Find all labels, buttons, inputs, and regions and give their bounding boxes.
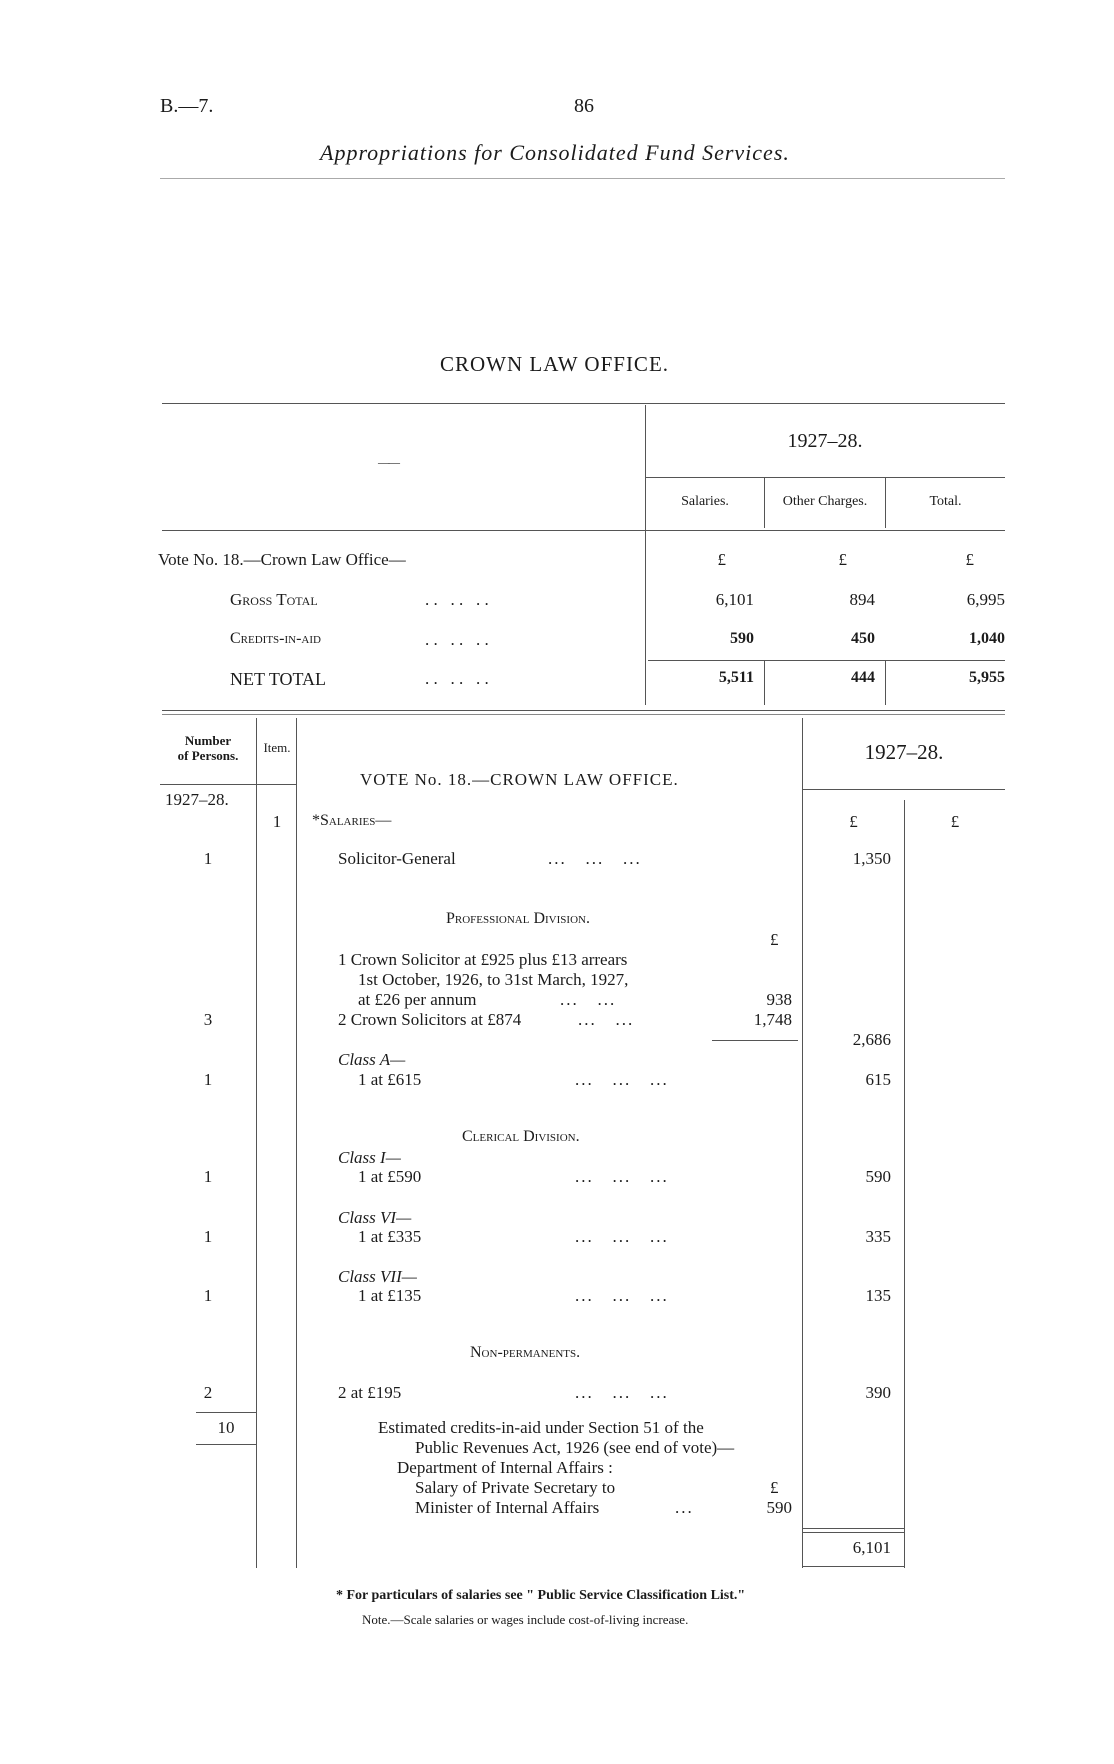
summary-bottom-rule xyxy=(162,710,1005,711)
summary-bottom-rule-2 xyxy=(162,714,1005,715)
footnote-note: Note.—Scale salaries or wages include cost-of-living increase. xyxy=(362,1612,689,1627)
grand-total: 6,101 xyxy=(852,1538,891,1557)
professional-currency: £ xyxy=(770,930,779,949)
grand-total-bottom-rule xyxy=(803,1566,904,1567)
persons-total: 10 xyxy=(217,1418,235,1437)
class-vii-persons: 1 xyxy=(203,1286,213,1305)
persons-header-rule xyxy=(160,784,296,785)
summary-top-rule xyxy=(162,403,1005,404)
crown-solicitors-persons: 3 xyxy=(203,1010,213,1029)
page-title: Appropriations for Consolidated Fund Services. xyxy=(320,140,790,165)
credits-line1: Estimated credits-in-aid under Section 51 of the xyxy=(378,1418,704,1437)
summary-header-rule xyxy=(162,530,1005,531)
net-total: 5,955 xyxy=(969,669,1005,686)
page-number: 86 xyxy=(574,95,594,117)
vote-label: Vote No. 18.—Crown Law Office— xyxy=(158,550,406,569)
total-currency: £ xyxy=(950,812,960,831)
credits-line4: Salary of Private Secretary to xyxy=(415,1478,616,1497)
class-i-persons: 1 xyxy=(203,1167,213,1186)
item-desc-divider xyxy=(296,718,297,1568)
persons-header-line2: of Persons. xyxy=(177,748,239,763)
nonperm-heading: Non-permanents. xyxy=(470,1344,581,1361)
sg-dots: ... ... ... xyxy=(548,849,642,868)
amount-currency: £ xyxy=(849,812,858,831)
class-i-amount: 590 xyxy=(865,1167,891,1186)
crown-solicitor-line2: 1st October, 1926, to 31st March, 1927, xyxy=(358,970,629,989)
persons-year: 1927–28. xyxy=(165,790,229,809)
desc-amount-divider xyxy=(802,718,803,1568)
amount-year-rule xyxy=(803,789,1005,790)
professional-subtotal-rule xyxy=(712,1040,798,1041)
item-header: Item. xyxy=(263,740,291,755)
crown-solicitor-line1: 1 Crown Solicitor at £925 plus £13 arrears xyxy=(338,950,628,969)
crown-solicitors-dots: ... ... xyxy=(578,1010,635,1029)
class-a-label: Class A— xyxy=(338,1050,406,1069)
credits-currency: £ xyxy=(770,1478,779,1497)
col-other-charges: Other Charges. xyxy=(782,494,868,509)
grand-total-rule xyxy=(803,1528,904,1529)
amount-year: 1927–28. xyxy=(864,740,944,764)
page-reference: B.—7. xyxy=(160,95,214,117)
persons-header-line1: Number xyxy=(184,733,232,748)
section-title: CROWN LAW OFFICE. xyxy=(440,352,670,376)
item-number: 1 xyxy=(272,812,282,831)
class-a-line: 1 at £615 xyxy=(358,1070,422,1089)
header-rule xyxy=(160,178,1005,179)
class-a-dots: ... ... ... xyxy=(575,1070,669,1089)
class-vii-dots: ... ... ... xyxy=(575,1286,669,1305)
class-vi-persons: 1 xyxy=(203,1227,213,1246)
summary-dash: —— xyxy=(378,455,398,469)
sg-label: Solicitor-General xyxy=(338,849,456,868)
grand-total-rule-2 xyxy=(803,1532,904,1533)
credits-salaries: 590 xyxy=(730,630,754,647)
professional-total: 2,686 xyxy=(852,1030,891,1049)
credits-dots: ... xyxy=(675,1498,694,1517)
credits-line2: Public Revenues Act, 1926 (see end of vote)— xyxy=(415,1438,735,1457)
nonperm-line: 2 at £195 xyxy=(338,1383,402,1402)
currency-other: £ xyxy=(838,550,847,569)
class-vi-amount: 335 xyxy=(865,1227,891,1246)
credits-total: 1,040 xyxy=(969,630,1005,647)
summary-year: 1927–28. xyxy=(787,430,863,452)
class-vii-label: Class VII— xyxy=(338,1267,417,1286)
class-vi-line: 1 at £335 xyxy=(358,1227,422,1246)
credits-in-aid-dots: . . . . . . xyxy=(425,630,489,649)
credits-other: 450 xyxy=(851,630,875,647)
class-i-line: 1 at £590 xyxy=(358,1167,422,1186)
sg-persons: 1 xyxy=(203,849,213,868)
class-vii-line: 1 at £135 xyxy=(358,1286,422,1305)
col-salaries: Salaries. xyxy=(681,494,729,509)
class-a-persons: 1 xyxy=(203,1070,213,1089)
crown-solicitors-amount: 1,748 xyxy=(753,1010,792,1029)
credits-line5: Minister of Internal Affairs xyxy=(415,1498,600,1517)
nonperm-dots: ... ... ... xyxy=(575,1383,669,1402)
class-i-label: Class I— xyxy=(338,1148,401,1167)
class-i-dots: ... ... ... xyxy=(575,1167,669,1186)
nonperm-amount: 390 xyxy=(865,1383,891,1402)
persons-header xyxy=(160,733,256,763)
credits-amount: 590 xyxy=(766,1498,792,1517)
credits-rule xyxy=(648,660,1005,661)
net-other: 444 xyxy=(851,669,875,686)
gross-other: 894 xyxy=(849,590,875,609)
footnote-salaries: * For particulars of salaries see " Public Service Classification List." xyxy=(336,1588,746,1603)
class-vi-dots: ... ... ... xyxy=(575,1227,669,1246)
clerical-heading: Clerical Division. xyxy=(462,1128,580,1145)
persons-item-divider xyxy=(256,718,257,1568)
vote-heading: VOTE No. 18.—CROWN LAW OFFICE. xyxy=(360,770,679,789)
nonperm-persons: 2 xyxy=(203,1383,213,1402)
professional-heading: Professional Division. xyxy=(446,910,590,927)
net-salaries: 5,511 xyxy=(718,669,754,686)
net-total-label: NET TOTAL xyxy=(230,669,327,689)
net-divider-2 xyxy=(885,660,886,705)
currency-total: £ xyxy=(965,550,974,569)
net-divider-1 xyxy=(764,660,765,705)
class-vi-label: Class VI— xyxy=(338,1208,412,1227)
crown-solicitors-label: 2 Crown Solicitors at £874 xyxy=(338,1010,522,1029)
persons-total-rule-bottom xyxy=(196,1444,256,1445)
gross-total-dots: . . . . . . xyxy=(425,590,489,609)
class-a-amount: 615 xyxy=(865,1070,891,1089)
crown-solicitor-line3: at £26 per annum xyxy=(358,990,477,1009)
crown-solicitor-dots: ... ... xyxy=(560,990,617,1009)
salaries-heading: *Salaries— xyxy=(312,812,392,829)
col-total: Total. xyxy=(929,494,962,509)
class-vii-amount: 135 xyxy=(865,1286,891,1305)
gross-total: 6,995 xyxy=(966,590,1005,609)
credits-in-aid-label: Credits-in-aid xyxy=(230,630,321,647)
amount-total-divider xyxy=(904,800,905,1568)
sg-amount: 1,350 xyxy=(852,849,891,868)
credits-line3: Department of Internal Affairs : xyxy=(397,1458,613,1477)
net-total-dots: . . . . . . xyxy=(425,669,489,688)
gross-total-label: Gross Total xyxy=(230,590,318,609)
summary-year-rule xyxy=(646,477,1005,478)
currency-salaries: £ xyxy=(717,550,726,569)
crown-solicitor-amount: 938 xyxy=(766,990,792,1009)
gross-salaries: 6,101 xyxy=(715,590,754,609)
persons-total-rule xyxy=(196,1412,256,1413)
